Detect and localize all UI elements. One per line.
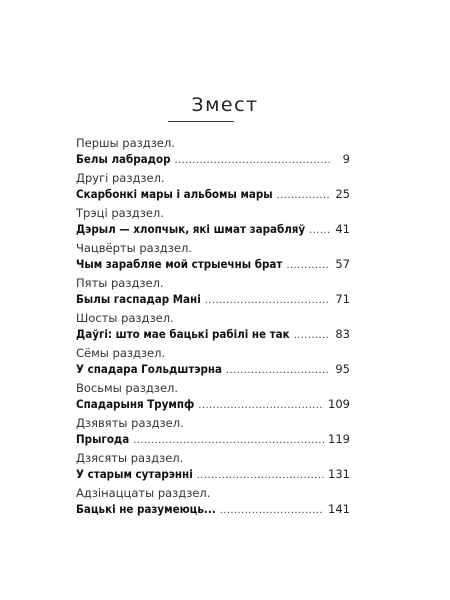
chapter-title: У старым сутарэнні	[76, 467, 193, 481]
entry-line	[76, 466, 350, 484]
toc-entry-8	[76, 381, 350, 416]
entry-line	[76, 151, 350, 169]
chapter-title: Былы гаспадар Мані	[76, 292, 201, 306]
toc-entry-3	[76, 206, 350, 241]
page-number: 9	[342, 152, 350, 166]
section-label: Трэці раздзел.	[76, 206, 164, 220]
page-number: 131	[328, 467, 350, 481]
dot-leader	[133, 433, 324, 449]
dot-leader	[294, 328, 330, 344]
chapter-title: Чым зарабляе мой стрыечны брат	[76, 257, 283, 271]
page-number: 25	[335, 187, 350, 201]
title-underline	[168, 121, 234, 122]
section-label: Другі раздзел.	[76, 171, 165, 185]
dot-leader	[226, 363, 330, 379]
toc-entry-4	[76, 241, 350, 276]
section-label: Чацвёрты раздзел.	[76, 241, 192, 255]
entry-line	[76, 361, 350, 379]
dot-leader	[198, 398, 324, 414]
page-number: 119	[328, 432, 350, 446]
section-label: Дзявяты раздзел.	[76, 416, 184, 430]
dot-leader	[309, 223, 330, 239]
dot-leader	[205, 293, 330, 309]
page-number: 57	[335, 257, 350, 271]
toc-entry-10	[76, 451, 350, 486]
toc-entry-6	[76, 311, 350, 346]
page-number: 41	[335, 222, 350, 236]
chapter-title: Скарбонкі мары і альбомы мары	[76, 187, 273, 201]
page-number: 71	[335, 292, 350, 306]
chapter-title: Даўгі: што мае бацькі рабілі не так	[76, 327, 290, 341]
dot-leader	[220, 503, 324, 519]
table-of-contents	[76, 136, 350, 521]
dot-leader	[174, 153, 330, 169]
entry-line	[76, 256, 350, 274]
entry-line	[76, 396, 350, 414]
page-number: 141	[328, 502, 350, 516]
chapter-title: Бацькі не разумеюць...	[76, 502, 216, 516]
section-label: Першы раздзел.	[76, 136, 175, 150]
entry-line	[76, 326, 350, 344]
page-number: 95	[335, 362, 350, 376]
toc-entry-5	[76, 276, 350, 311]
dot-leader	[277, 188, 330, 204]
section-label: Пяты раздзел.	[76, 276, 164, 290]
chapter-title: Дэрыл — хлопчык, які шмат зарабляў	[76, 222, 306, 236]
entry-line	[76, 501, 350, 519]
toc-entry-2	[76, 171, 350, 206]
page-number: 109	[328, 397, 350, 411]
toc-entry-7	[76, 346, 350, 381]
dot-leader	[286, 258, 330, 274]
section-label: Дзясяты раздзел.	[76, 451, 184, 465]
section-label: Шосты раздзел.	[76, 311, 174, 325]
entry-line	[76, 431, 350, 449]
entry-line	[76, 186, 350, 204]
chapter-title: У спадара Гольдштэрна	[76, 362, 222, 376]
chapter-title: Белы лабрадор	[76, 152, 171, 166]
page-number: 83	[335, 327, 350, 341]
chapter-title: Прыгода	[76, 432, 130, 446]
section-label: Восьмы раздзел.	[76, 381, 179, 395]
page-title: Змест	[191, 94, 259, 116]
toc-entry-9	[76, 416, 350, 451]
toc-entry-1	[76, 136, 350, 171]
dot-leader	[197, 468, 324, 484]
section-label: Сёмы раздзел.	[76, 346, 166, 360]
chapter-title: Спадарыня Трумпф	[76, 397, 195, 411]
toc-entry-11	[76, 486, 350, 521]
section-label: Адзінаццаты раздзел.	[76, 486, 211, 500]
entry-line	[76, 221, 350, 239]
entry-line	[76, 291, 350, 309]
